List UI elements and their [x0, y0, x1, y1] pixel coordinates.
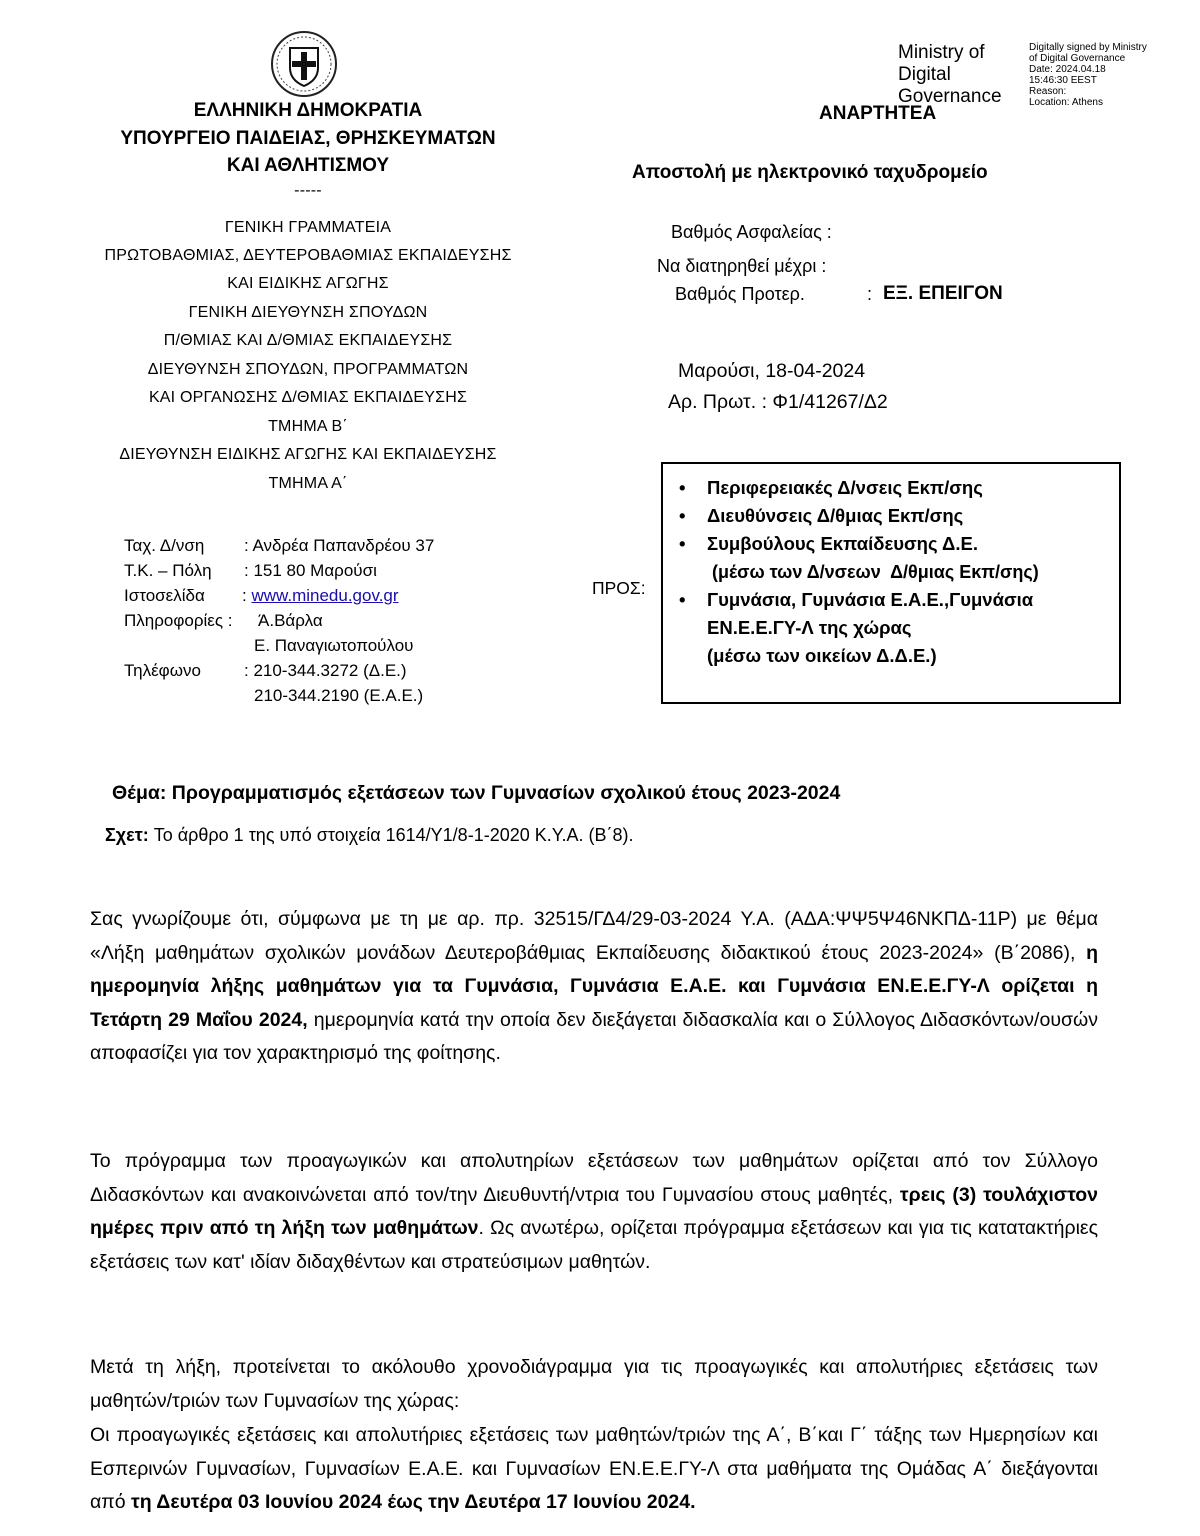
body-paragraph-3 [90, 1351, 1098, 1418]
priority-value: ΕΞ. ΕΠΕΙΓΟΝ [883, 283, 1003, 304]
text-run-bold: τρεις (3) τουλάχιστον ημέρες πριν από τη λήξη των μαθημάτων [90, 1183, 1098, 1240]
recipients-box [661, 462, 1121, 704]
phone-value-1: : 210-344.3272 (Δ.Ε.) [244, 661, 407, 680]
signature-organization: Ministry of Digital Governance [898, 42, 1002, 107]
republic-title: ΕΛΛΗΝΙΚΗ ΔΗΜΟΚΡΑΤΙΑ [193, 100, 423, 121]
org-line: ΔΙΕΥΘΥΝΣΗ ΣΠΟΥΔΩΝ, ΠΡΟΓΡΑΜΜΑΤΩΝ [147, 361, 469, 378]
coat-of-arms-seal [270, 30, 338, 98]
website-link[interactable]: www.minedu.gov.gr [251, 586, 399, 605]
website-label: Ιστοσελίδα [124, 586, 205, 605]
info-value-2: Ε. Παναγιωτοπούλου [254, 636, 414, 655]
org-line: ΚΑΙ ΕΙΔΙΚΗΣ ΑΓΩΓΗΣ [227, 275, 389, 292]
security-label: Βαθμός Ασφαλείας : [671, 222, 832, 242]
header-separator: ----- [294, 182, 322, 199]
org-line: ΓΕΝΙΚΗ ΓΡΑΜΜΑΤΕΙΑ [224, 219, 392, 236]
signature-line: Location: Athens [1029, 97, 1103, 108]
body-paragraph-4 [90, 1419, 1098, 1520]
reference-line [105, 825, 633, 846]
signature-line: of Digital Governance [1029, 53, 1126, 64]
bullet-icon: • [679, 505, 686, 526]
text-run-bold: η ημερομηνία λήξης μαθημάτων για τα Γυμνάσια, Γυμνάσια Ε.Α.Ε. και Γυμνάσια ΕΝ.Ε.Ε.ΓΥ-Λ ορίζεται η Τετάρτη 29 Μαΐου 2024, [90, 941, 1098, 1031]
text-run: Μετά τη λήξη, προτείνεται το ακόλουθο χρονοδιάγραμμα για τις προαγωγικές και απολυτήριες εξετάσεις των μαθητών/τριών των Γυμνασίων της χώρας: [90, 1356, 1098, 1412]
subject-label: Θέμα: [112, 782, 172, 804]
priority-label: Βαθμός Προτερ. [675, 284, 805, 304]
recipient-item [679, 586, 1119, 670]
signature-details [1029, 42, 1179, 108]
subject-line [112, 782, 840, 805]
website-colon: : [242, 586, 252, 605]
retain-label: Να διατηρηθεί μέχρι : [657, 256, 827, 276]
to-label: ΠΡΟΣ: [592, 578, 646, 598]
recipient-item [679, 502, 1119, 530]
body-paragraph-1 [90, 903, 1098, 1071]
priority-colon: : [867, 284, 873, 304]
address-value: : Ανδρέα Παπανδρέου 37 [244, 536, 435, 555]
reference-text: Το άρθρο 1 της υπό στοιχεία 1614/Υ1/8-1-2020 Κ.Υ.Α. (Β΄8). [153, 825, 634, 845]
phone-value-2: 210-344.2190 (Ε.Α.Ε.) [254, 686, 424, 705]
signature-line: Reason: [1029, 86, 1067, 97]
bullet-icon: • [679, 533, 686, 554]
signature-line: Digitally signed by Ministry [1029, 42, 1147, 53]
recipient-text: Περιφερειακές Δ/νσεις Εκπ/σης [707, 477, 983, 498]
body-paragraph-2 [90, 1145, 1098, 1279]
text-run: ημερομηνία κατά την οποία δεν διεξάγεται διδασκαλία και ο Σύλλογος Διδασκόντων/ουσών αποφασίζει για τον χαρακτηρισμό της φοίτησης. [90, 1008, 1098, 1065]
delivery-method: Αποστολή με ηλεκτρονικό ταχυδρομείο [632, 162, 988, 183]
subject-text: Προγραμματισμός εξετάσεων των Γυμνασίων σχολικού έτους 2023-2024 [171, 782, 841, 804]
org-line: ΤΜΗΜΑ Α΄ [268, 475, 348, 492]
zip-value: : 151 80 Μαρούσι [244, 561, 377, 580]
recipient-text: Διευθύνσεις Δ/θμιας Εκπ/σης [707, 505, 964, 526]
recipients-list [663, 464, 1119, 670]
recipient-text: Συμβούλους Εκπαίδευσης Δ.Ε. [707, 533, 978, 554]
org-line: Π/ΘΜΙΑΣ ΚΑΙ Δ/ΘΜΙΑΣ ΕΚΠΑΙΔΕΥΣΗΣ [163, 332, 453, 349]
signature-line: 15:46:30 EEST [1029, 75, 1097, 86]
info-value-1: Ά.Βάρλα [258, 611, 323, 630]
text-run: Οι προαγωγικές εξετάσεις και απολυτήριες εξετάσεις των μαθητών/τριών της Α΄, Β΄και Γ΄ τάξης των Ημερησίων και Εσπερινών Γυμνασίων, Γυμνασίων Ε.Α.Ε. και Γυμνασίων ΕΝ.Ε.Ε.ΓΥ-Λ στα μαθήματα της Ομάδας Α΄ διεξάγονται από [90, 1424, 1098, 1514]
recipient-item [679, 530, 1119, 586]
info-label: Πληροφορίες : [124, 611, 233, 630]
address-label: Ταχ. Δ/νση [124, 536, 205, 555]
zip-label: Τ.Κ. – Πόλη [124, 561, 212, 580]
org-line: ΤΜΗΜΑ Β΄ [268, 418, 348, 435]
text-run: . Ως ανωτέρω, ορίζεται πρόγραμμα εξετάσεων και για τις κατατακτήριες εξετάσεις των κατ' ιδίαν διδαχθέντων και στρατεύσιμων μαθητών. [90, 1217, 1098, 1273]
org-line: ΓΕΝΙΚΗ ΔΙΕΥΘΥΝΣΗ ΣΠΟΥΔΩΝ [188, 304, 428, 321]
text-run: Σας γνωρίζουμε ότι, σύμφωνα με τη με αρ. πρ. 32515/ΓΔ4/29-03-2024 Υ.Α. (ΑΔΑ:ΨΨ5Ψ46ΝΚΠΔ-11Ρ) με θέμα «Λήξη μαθημάτων σχολικών μονάδων Δευτεροβάθμιας Εκπαίδευσης διδακτικού έτους 2023-2024» (Β΄2086), [90, 908, 1098, 964]
recipient-text: Γυμνάσια, Γυμνάσια Ε.Α.Ε.,Γυμνάσια [707, 589, 1034, 610]
document-date: Μαρούσι, 18-04-2024 [678, 360, 866, 382]
text-run-bold: τη Δευτέρα 03 Ιουνίου 2024 έως την Δευτέρα 17 Ιουνίου 2024. [131, 1491, 696, 1514]
recipient-subtext: (μέσω των οικείων Δ.Δ.Ε.) [707, 645, 937, 666]
bullet-icon: • [679, 477, 686, 498]
post-label: ΑΝΑΡΤΗΤΕΑ [819, 103, 937, 124]
ministry-line-2: ΚΑΙ ΑΘΛΗΤΙΣΜΟΥ [226, 155, 390, 176]
reference-label: Σχετ: [105, 825, 154, 845]
bullet-icon: • [679, 589, 686, 610]
org-line: ΔΙΕΥΘΥΝΣΗ ΕΙΔΙΚΗΣ ΑΓΩΓΗΣ ΚΑΙ ΕΚΠΑΙΔΕΥΣΗΣ [119, 446, 497, 463]
recipient-subtext: (μέσω των Δ/νσεων Δ/θμιας Εκπ/σης) [707, 562, 1039, 582]
recipient-item [679, 474, 1119, 502]
contact-block [124, 533, 584, 713]
org-line: ΠΡΩΤΟΒΑΘΜΙΑΣ, ΔΕΥΤΕΡΟΒΑΘΜΙΑΣ ΕΚΠΑΙΔΕΥΣΗΣ [104, 247, 512, 264]
text-run: Το πρόγραμμα των προαγωγικών και απολυτηρίων εξετάσεων των μαθημάτων ορίζεται από τον Σύλλογο Διδασκόντων και ανακοινώνεται από τον/την Διευθυντή/ντρια του Γυμνασίου στους μαθητές, [90, 1150, 1098, 1206]
ministry-line-1: ΥΠΟΥΡΓΕΙΟ ΠΑΙΔΕΙΑΣ, ΘΡΗΣΚΕΥΜΑΤΩΝ [120, 128, 496, 149]
phone-label: Τηλέφωνο [124, 661, 201, 680]
protocol-number: Αρ. Πρωτ. : Φ1/41267/Δ2 [668, 391, 888, 413]
recipient-subtext: ΕΝ.Ε.Ε.ΓΥ-Λ της χώρας [707, 617, 912, 638]
org-line: ΚΑΙ ΟΡΓΑΝΩΣΗΣ Δ/ΘΜΙΑΣ ΕΚΠΑΙΔΕΥΣΗΣ [148, 389, 468, 406]
signature-line: Date: 2024.04.18 [1029, 64, 1106, 75]
